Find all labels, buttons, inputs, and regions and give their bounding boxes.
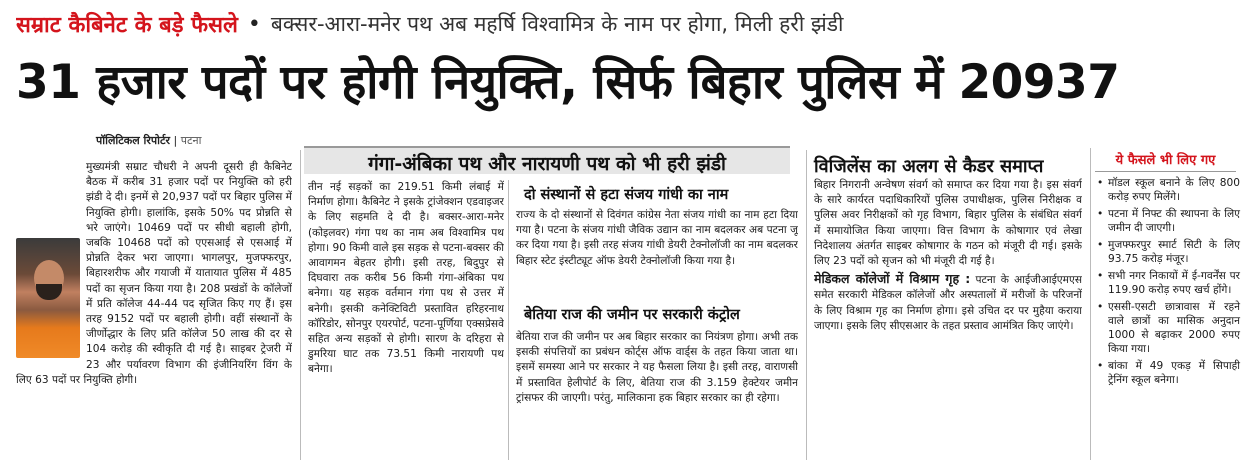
sanjay-gandhi-paragraph: राज्य के दो संस्थानों से दिवंगत कांग्रेस नेता संजय गांधी का नाम हटा दिया गया है। पटना के संजय गांधी जैविक उद्यान का नाम बदलकर अब पटना जू कर दिया गया है। इसी तरह संजय गांधी डेयरी टेक्नोलॉजी का नाम बदलकर बिहार स्टेट इंस्टीट्यूट ऑफ डेयरी टेक्नोलॉजी किया गया है। <box>516 209 798 267</box>
byline-author: पॉलिटिकल रिपोर्टर <box>96 134 171 147</box>
medical-college-text: पटना के आईजीआईएमएस समेत सरकारी मेडिकल कॉलेजों और अस्पतालों में मरीजों के परिजनों के लिए विश्राम गृह का निर्माण होगा। इसे उचित दर पर मुहैया कराया जाएगा। इसके लिए सीएसआर के तहत प्रस्ताव आमंत्रित किए जाएंगे। <box>814 274 1082 332</box>
kicker-label: सम्राट कैबिनेट के बड़े फैसले <box>16 13 238 38</box>
sanjay-gandhi-column <box>516 208 798 296</box>
lead-column <box>16 160 292 458</box>
medical-college-heading: मेडिकल कॉलेजों में विश्राम गृह : <box>814 271 971 287</box>
vigilance-heading: विजिलेंस का अलग से कैडर समाप्त <box>814 156 1044 177</box>
sanjay-gandhi-heading: दो संस्थानों से हटा संजय गांधी का नाम <box>524 187 729 203</box>
bettiah-raj-paragraph: बेतिया राज की जमीन पर अब बिहार सरकार का नियंत्रण होगा। अभी तक इसकी संपत्तियों का प्रबंधन कोर्ट्स ऑफ वार्ड्स के तहत किया जाता था। इसमें समस्या आने पर सरकार ने यह फैसला लिया है। इसी तरह, वाराणसी में प्रस्तावित हेलीपोर्ट के लिए, बेतिया राज की 3.159 हेक्टेयर जमीन ट्रांसफर की जाएगी। परंतु, मालिकाना हक बिहार सरकार का ही रहेगा। <box>516 331 798 404</box>
byline-place: पटना <box>180 134 202 147</box>
roads-section-title: गंगा-अंबिका पथ और नारायणी पथ को भी हरी झंडी <box>368 153 726 175</box>
list-item: • सभी नगर निकायों में ई-गवर्नेंस पर 119.90 करोड़ रुपए खर्च होंगे। <box>1097 269 1240 297</box>
list-item: • मुजफ्फरपुर स्मार्ट सिटी के लिए 93.75 करोड़ मंजूर। <box>1097 238 1240 266</box>
medical-college-paragraph <box>814 271 1082 334</box>
kicker-subheadline: बक्सर-आरा-मनेर पथ अब महर्षि विश्वामित्र के नाम पर होगा, मिली हरी झंडी <box>270 12 844 36</box>
sidebar-list <box>1091 172 1240 387</box>
roads-section-banner <box>304 146 790 174</box>
list-item: • बांका में 49 एकड़ में सिपाही ट्रेनिंग स्कूल बनेगा। <box>1097 359 1240 387</box>
vigilance-paragraph: बिहार निगरानी अन्वेषण संवर्ग को समाप्त कर दिया गया है। इस संवर्ग के सारे कार्यरत पदाधिकारियों पुलिस उपाधीक्षक, पुलिस निरीक्षक व पुलिस अवर निरीक्षकों को गृह विभाग, बिहार पुलिस के संबंधित संवर्ग में समायोजित किया जाएगा। वित्त विभाग के कोषागार एवं लेखा निदेशालय अंतर्गत साइबर कोषागार के गठन को मंजूरी दी गई। इसके लिए 23 पदों को सृजन को भी मंजूरी दी गई है। <box>814 179 1082 268</box>
bettiah-raj-heading: बेतिया राज की जमीन पर सरकारी कंट्रोल <box>524 307 740 323</box>
column-divider <box>508 180 509 460</box>
sidebar-title: ये फैसले भी लिए गए <box>1095 148 1236 172</box>
roads-column <box>308 180 504 460</box>
column-divider <box>806 150 807 460</box>
bettiah-raj-column <box>516 330 798 460</box>
list-item: • एससी-एसटी छात्रावास में रहने वाले छात्रों का मासिक अनुदान 1000 से बढ़ाकर 2000 रुपए किया गया। <box>1097 300 1240 356</box>
roads-paragraph: तीन नई सड़कों का 219.51 किमी लंबाई में निर्माण होगा। कैबिनेट ने इसके ट्रांजेक्शन एडवाइजर के लिए सहमति दे दी है। बक्सर-आरा-मनेर (कोइलवर) गंगा पथ का नाम अब विश्वामित्र पथ होगा। 90 किमी वाले इस सड़क से पटना-बक्सर की आवागमन बेहतर होगी। इसी तरह, बिदुपुर से दिघवारा तक करीब 56 किमी गंगा-अंबिका पथ बनेगा। यह सड़क वर्तमान गंगा पथ से उत्तर में बनेगी। इसकी कनेक्टिविटी प्रस्तावित हरिहरनाथ कॉरिडोर, सोनपुर एयरपोर्ट, पटना-पूर्णिया एक्सप्रेसवे सहित अन्य सड़कों से होगी। सारण के दरिहरा से डुमरिया घाट तक 73.51 किमी नारायणी पथ बनेगा। <box>308 181 504 376</box>
main-headline: 31 हजार पदों पर होगी नियुक्ति, सिर्फ बिहार पुलिस में 20937 <box>16 55 1120 110</box>
lead-paragraph: मुख्यमंत्री सम्राट चौधरी ने अपनी दूसरी ही कैबिनेट बैठक में करीब 31 हजार पदों पर नियुक्ति को हरी झंडी दे दी। इनमें से 20,937 पदों पर बिहार पुलिस में नियुक्ति होगी। हालांकि, इसके 50% पद प्रोन्नति से भरे जाएंगे। 10469 पदों पर सीधी बहाली होगी, जबकि 10468 पदों को एएसआई से एसआई में प्रोन्नति देकर भरा जाएगा। भागलपुर, मुजफ्फरपुर, बिहारशरीफ और गयाजी में यातायात पुलिस में 485 पदों का सृजन किया गया है। 208 प्रखंडों के कॉलेजों में प्रति कॉलेज 44-44 पद सृजित किए गए हैं। इस तरह 9152 पदों पर बहाली होगी। वहीं संस्थानों के जीर्णोद्धार के लिए प्रति कॉलेज 50 लाख की दर से 104 करोड़ की स्वीकृति दी गई है। साइबर ट्रेजरी में 23 और पर्यावरण विभाग की इंजीनियरिंग विंग के लिए 63 पदों पर नियुक्ति होगी। <box>16 161 292 386</box>
list-item: • पटना में निफ्ट की स्थापना के लिए जमीन दी जाएगी। <box>1097 207 1240 235</box>
column-divider <box>300 150 301 460</box>
byline: पॉलिटिकल रिपोर्टर | पटना <box>96 134 202 147</box>
vigilance-column <box>814 178 1082 460</box>
cm-photo <box>16 238 80 358</box>
list-item: • मॉडल स्कूल बनाने के लिए 800 करोड़ रुपए मिलेंगे। <box>1097 176 1240 204</box>
other-decisions-sidebar <box>1090 148 1240 460</box>
kicker-line <box>16 6 1236 42</box>
kicker-bullet: • <box>247 11 261 37</box>
photo-beard <box>36 284 62 300</box>
